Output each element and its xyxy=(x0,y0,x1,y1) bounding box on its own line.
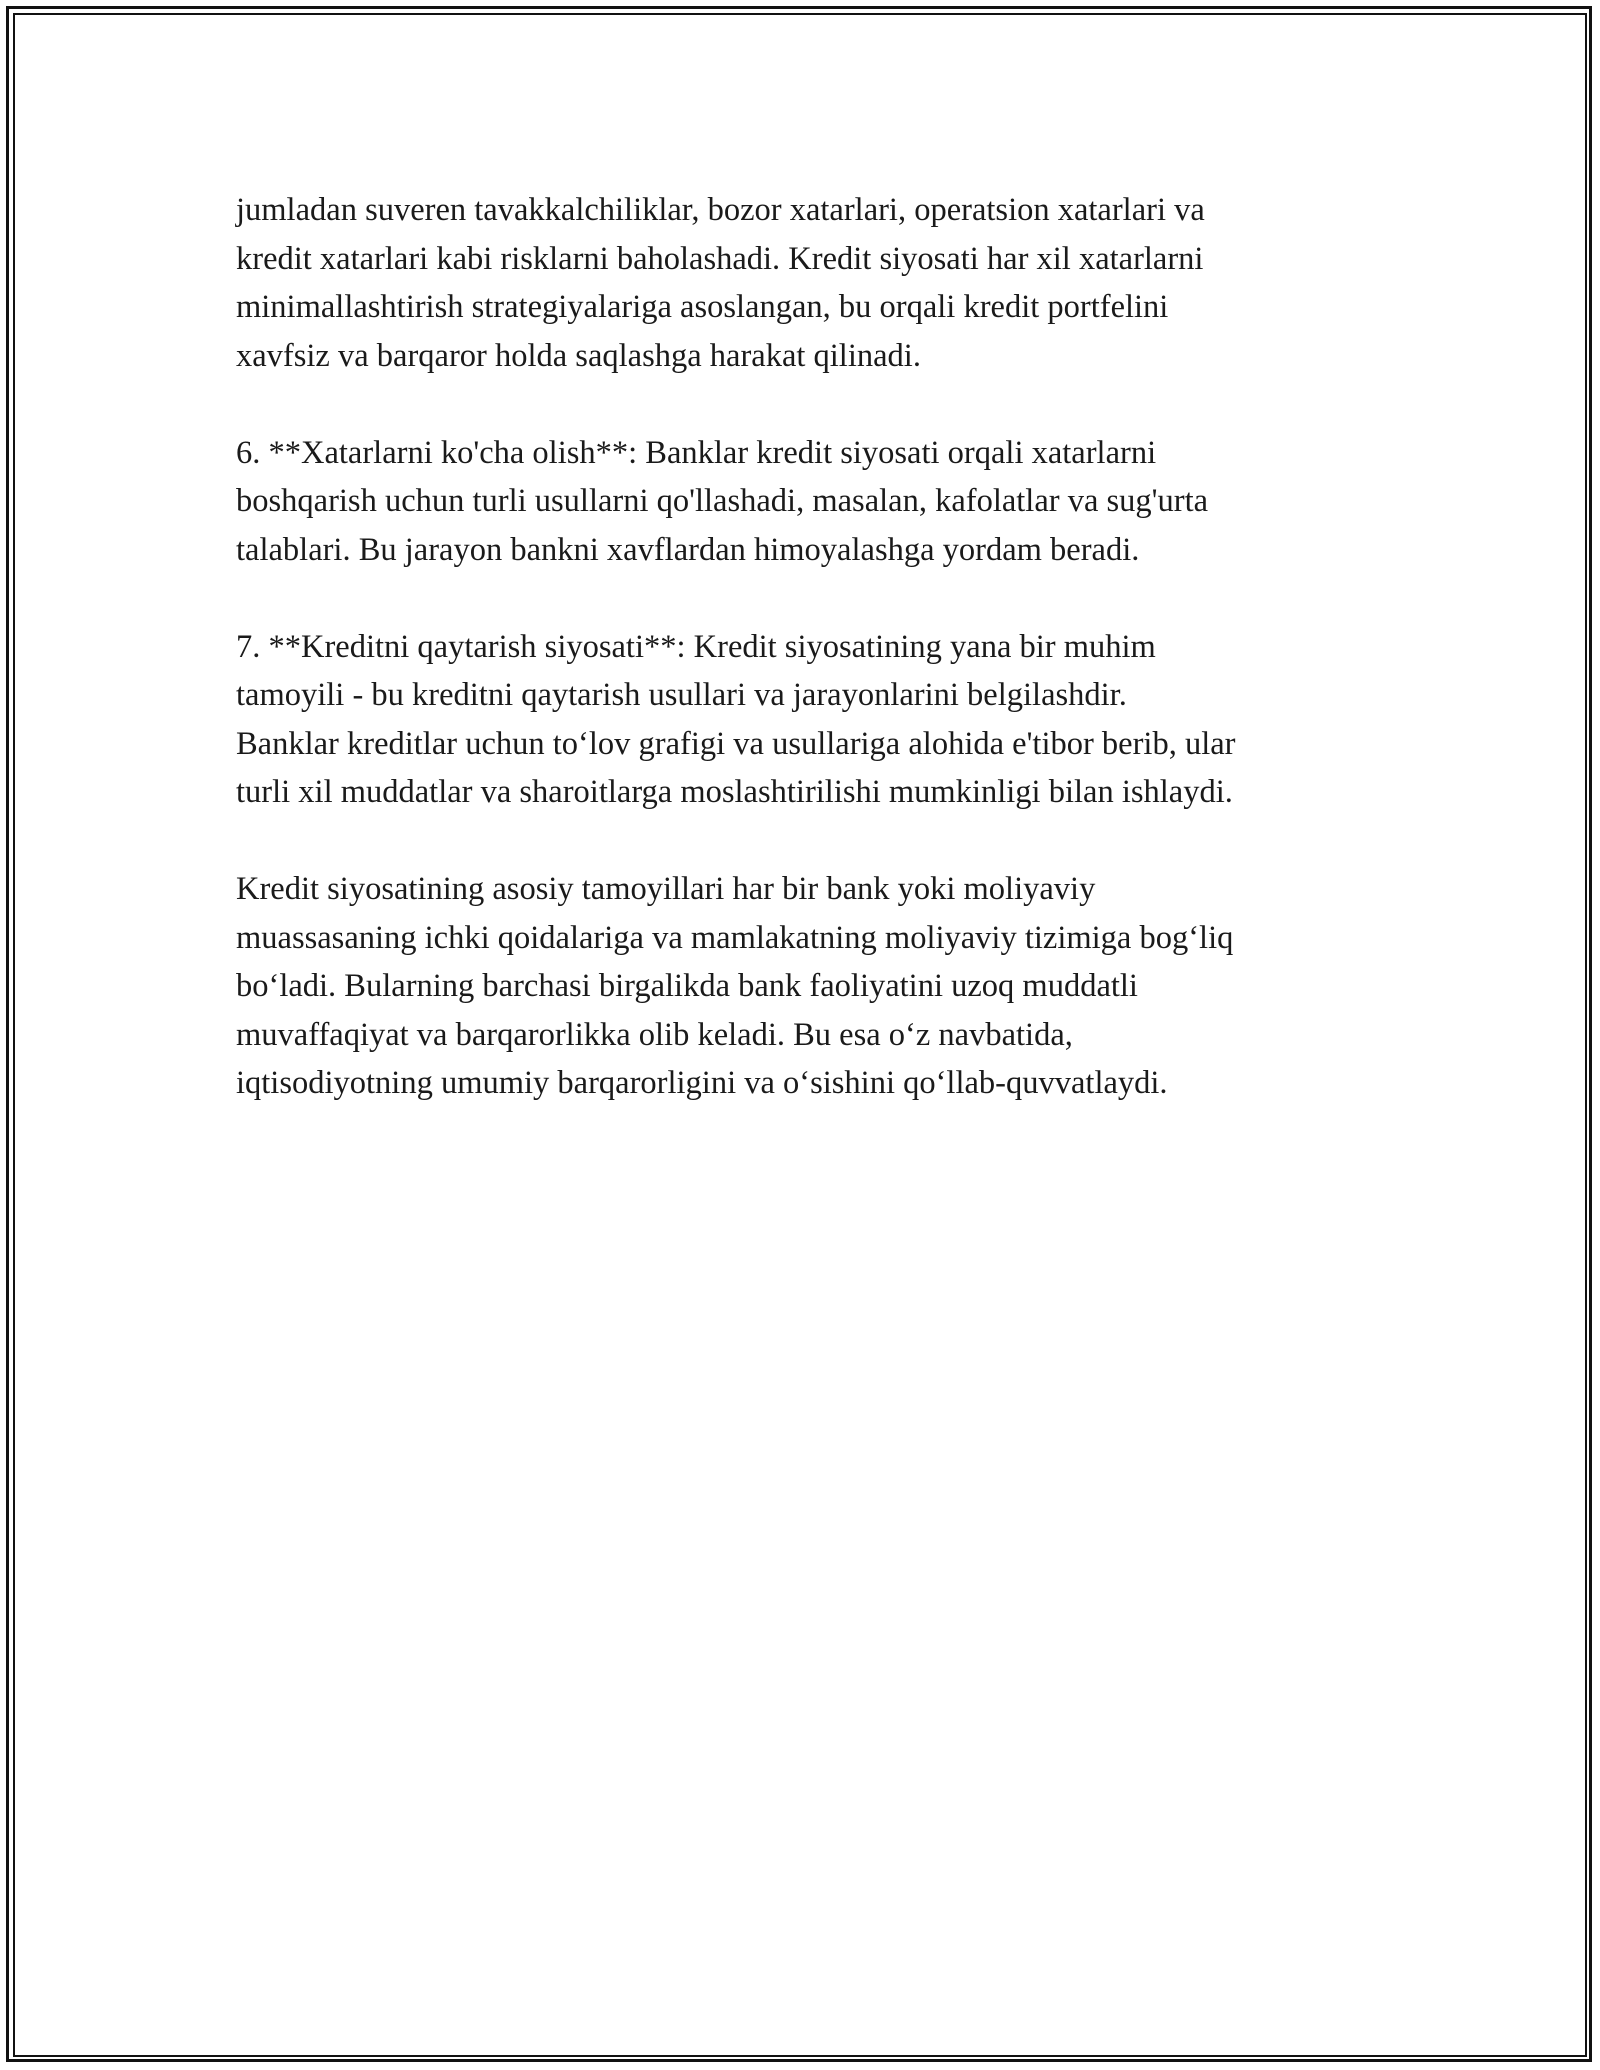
paragraph-item-7 xyxy=(236,623,1376,817)
text-line: jumladan suveren tavakkalchiliklar, bozor xatarlari, operatsion xatarlari va xyxy=(236,192,1205,228)
paragraph-risk-assessment xyxy=(236,186,1376,380)
text-line: turli xil muddatlar va sharoitlarga moslashtirilishi mumkinligi bilan ishlaydi. xyxy=(236,774,1233,810)
paragraph-item-6 xyxy=(236,429,1376,575)
text-line: 7. **Kreditni qaytarish siyosati**: Kredit siyosatining yana bir muhim xyxy=(236,628,1156,665)
text-line: minimallashtirish strategiyalariga asoslangan, bu orqali kredit portfelini xyxy=(236,289,1169,325)
text-line: xavfsiz va barqaror holda saqlashga harakat qilinadi. xyxy=(236,337,921,374)
text-line: 6. **Xatarlarni ko'cha olish**: Banklar kredit siyosati orqali xatarlarni xyxy=(236,434,1157,471)
document-body xyxy=(236,186,1376,1108)
text-line: muassasaning ichki qoidalariga va mamlakatning moliyaviy tizimiga bog‘liq xyxy=(236,919,1234,956)
text-line: bo‘ladi. Bularning barchasi birgalikda bank faoliyatini uzoq muddatli xyxy=(236,968,1138,1004)
text-line: talablari. Bu jarayon bankni xavflardan himoyalashga yordam beradi. xyxy=(236,531,1140,568)
text-line: tamoyili - bu kreditni qaytarish usullari va jarayonlarini belgilashdir. xyxy=(236,677,1127,713)
text-line: boshqarish uchun turli usullarni qo'llashadi, masalan, kafolatlar va sug'urta xyxy=(236,483,1209,519)
text-line: iqtisodiyotning umumiy barqarorligini va o‘sishini qo‘llab-quvvatlaydi. xyxy=(236,1065,1168,1101)
paragraph-conclusion xyxy=(236,865,1376,1108)
text-line: muvaffaqiyat va barqarorlikka olib keladi. Bu esa o‘z navbatida, xyxy=(236,1016,1073,1053)
text-line: kredit xatarlari kabi risklarni baholashadi. Kredit siyosati har xil xatarlarni xyxy=(236,240,1204,277)
text-line: Banklar kreditlar uchun to‘lov grafigi va usullariga alohida e'tibor berib, ular xyxy=(236,725,1236,762)
text-line: Kredit siyosatining asosiy tamoyillari har bir bank yoki moliyaviy xyxy=(236,871,1096,907)
